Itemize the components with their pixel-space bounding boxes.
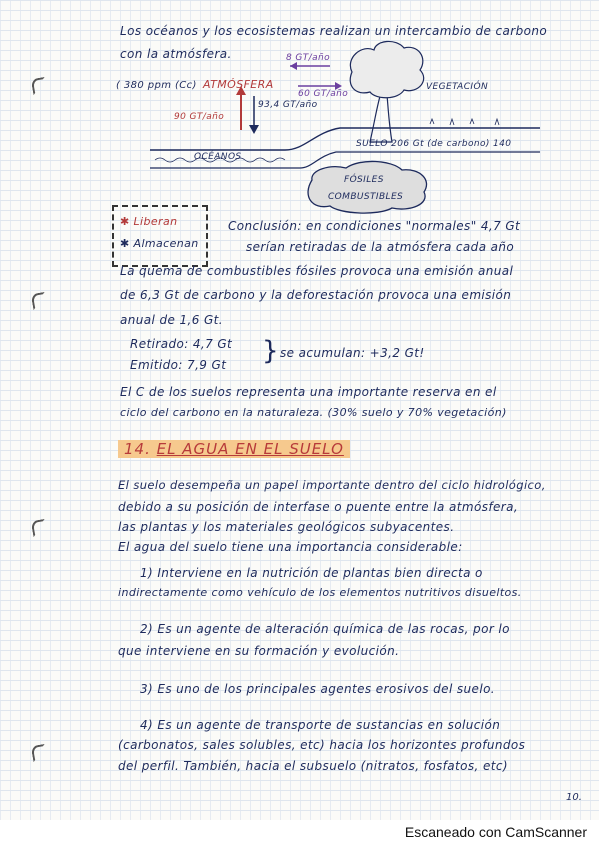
balance-emitido: Emitido: 7,9 Gt: [130, 358, 227, 372]
page-number: 10.: [566, 792, 582, 803]
binder-hole-icon: [31, 744, 48, 762]
text-line: con la atmósfera.: [120, 47, 232, 61]
list-item: 3) Es uno de los principales agentes erosivos del suelo.: [140, 682, 496, 696]
conclusion-line: serían retiradas de la atmósfera cada año: [246, 240, 515, 254]
binder-hole-icon: [31, 519, 48, 537]
list-item: 4) Es un agente de transporte de sustancias en solución: [140, 718, 501, 732]
flux-label: 93,4 GT/año: [258, 100, 318, 110]
list-item: (carbonatos, sales solubles, etc) hacia los horizontes profundos: [118, 738, 526, 752]
section-title: 14. EL AGUA EN EL SUELO: [118, 440, 350, 458]
scanner-footer: [0, 820, 599, 848]
conclusion-line: Conclusión: en condiciones "normales" 4,7 Gt: [228, 219, 521, 233]
list-item: 2) Es un agente de alteración química de las rocas, por lo: [140, 622, 510, 636]
flux-label: 8 GT/año: [286, 53, 331, 63]
text-line: El suelo desempeña un papel importante dentro del ciclo hidrológico,: [118, 478, 546, 492]
scanner-label: Escaneado con CamScanner: [404, 824, 587, 840]
text-line: de 6,3 Gt de carbono y la deforestación provoca una emisión: [120, 288, 512, 302]
fuel-label: COMBUSTIBLES: [328, 192, 404, 202]
list-item: del perfil. También, hacia el subsuelo (nitratos, fosfatos, etc): [118, 759, 508, 773]
text-line: El C de los suelos representa una importante reserva en el: [120, 385, 497, 399]
dot-icon: ✱: [120, 215, 134, 228]
text-line: La quema de combustibles fósiles provoca una emisión anual: [120, 264, 514, 278]
balance-retirado: Retirado: 4,7 Gt: [130, 337, 233, 351]
fossil-label: FÓSILES: [344, 175, 384, 185]
text-line: ciclo del carbono en la naturaleza. (30% suelo y 70% vegetación): [120, 406, 507, 419]
text-line: anual de 1,6 Gt.: [120, 313, 223, 327]
list-item: 1) Interviene en la nutrición de plantas bien directa o: [140, 566, 483, 580]
text-line: las plantas y los materiales geológicos subyacentes.: [118, 520, 455, 534]
balance-acumulan: se acumulan: +3,2 Gt!: [280, 346, 425, 360]
dot-icon: ✱: [120, 237, 134, 250]
flux-label: 60 GT/año: [298, 89, 349, 99]
legend-item-almacenan: ✱ Almacenan: [120, 237, 199, 250]
soil-label: SUELO 206 Gt (de carbono) 140: [356, 139, 512, 149]
flux-label: 90 GT/año: [174, 112, 225, 122]
arrow-icon: [290, 62, 297, 70]
ppm-label: ( 380 ppm (Cc): [116, 80, 197, 91]
text-line: Los océanos y los ecosistemas realizan un intercambio de carbono: [120, 24, 548, 38]
list-item: que interviene en su formación y evolución.: [118, 644, 400, 658]
brace-icon: }: [262, 336, 279, 366]
atmosphere-label: ATMÓSFERA: [203, 78, 274, 91]
list-item: indirectamente como vehículo de los elementos nutritivos disueltos.: [118, 586, 522, 599]
oceans-label: OCÉANOS: [194, 152, 242, 162]
tree-crown-icon: [350, 41, 423, 97]
vegetation-label: VEGETACIÓN: [426, 82, 489, 92]
legend-item-liberan: ✱ Liberan: [120, 215, 178, 228]
arrow-icon: [249, 125, 259, 134]
grass-icon: [430, 119, 499, 125]
text-line: debido a su posición de interfase o puente entre la atmósfera,: [118, 500, 519, 514]
text-line: El agua del suelo tiene una importancia considerable:: [118, 540, 463, 554]
fossil-fuel-cloud-icon: [308, 161, 426, 213]
